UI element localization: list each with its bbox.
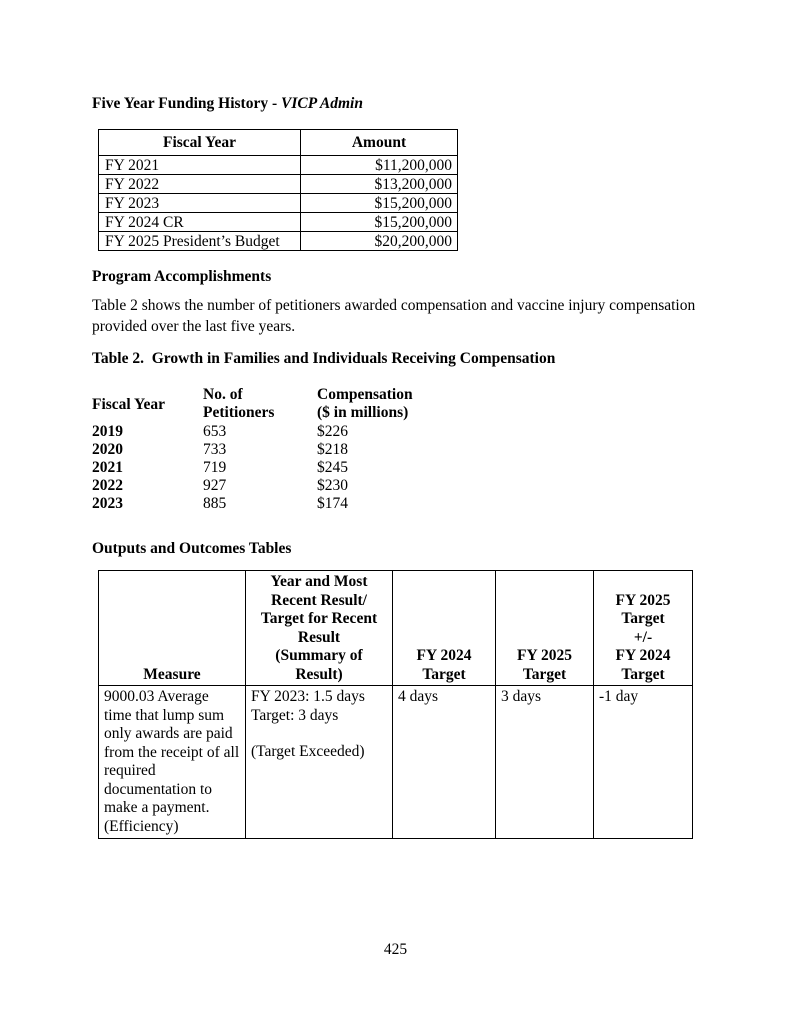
growth-year-cell: 2019 — [92, 423, 123, 440]
header-line: Target — [621, 610, 665, 627]
outcomes-col-header-fy2025-target — [496, 571, 594, 686]
fiscal-year-cell: FY 2024 CR — [99, 213, 301, 232]
measure-cell: 9000.03 Average time that lump sum only awards are paid from the receipt of all required documentation to make a payment. (Efficiency) — [99, 686, 246, 839]
funding-history-heading-italic: VICP Admin — [281, 95, 363, 112]
result-line: Target: 3 days — [251, 706, 339, 724]
amount-cell: $13,200,000 — [301, 175, 458, 194]
table-row — [99, 156, 458, 175]
target-diff-cell: -1 day — [594, 686, 693, 839]
header-line: FY 2024 — [615, 647, 671, 664]
table-row — [99, 175, 458, 194]
growth-compensation-cell: $245 — [317, 459, 348, 476]
header-line: Target for Recent — [260, 610, 378, 627]
table-row — [99, 213, 458, 232]
outcomes-data-row — [99, 686, 693, 839]
funding-history-heading-text: Five Year Funding History - — [92, 95, 282, 112]
growth-year-cell: 2021 — [92, 459, 123, 476]
growth-header-line: Petitioners — [203, 404, 275, 421]
growth-compensation-cell: $218 — [317, 441, 348, 458]
funding-history-heading — [92, 93, 363, 114]
amount-cell: $15,200,000 — [301, 213, 458, 232]
growth-petitioners-cell: 927 — [203, 477, 227, 494]
result-line: (Target Exceeded) — [251, 743, 365, 760]
outputs-outcomes-heading: Outputs and Outcomes Tables — [92, 540, 292, 557]
fiscal-year-cell: FY 2023 — [99, 194, 301, 213]
funding-table-header-row — [99, 130, 458, 156]
amount-cell: $11,200,000 — [301, 156, 458, 175]
outcomes-col-header-measure: Measure — [99, 571, 246, 686]
growth-year-cell: 2020 — [92, 441, 123, 458]
outcomes-col-header-recent-result — [246, 571, 393, 686]
program-accomplishments-heading: Program Accomplishments — [92, 268, 272, 285]
recent-result-cell — [246, 686, 393, 839]
table2-title: Table 2. Growth in Families and Individuals Receiving Compensation — [92, 350, 556, 367]
growth-col-header-petitioners — [203, 386, 317, 423]
funding-col-header-fiscal-year: Fiscal Year — [99, 130, 301, 156]
fiscal-year-cell: FY 2025 President’s Budget — [99, 232, 301, 251]
amount-cell: $15,200,000 — [301, 194, 458, 213]
outcomes-table — [98, 570, 693, 839]
fiscal-year-cell: FY 2021 — [99, 156, 301, 175]
result-line: FY 2023: 1.5 days — [251, 688, 365, 705]
growth-header-line: No. of — [203, 386, 243, 403]
funding-col-header-amount: Amount — [301, 130, 458, 156]
funding-history-table — [98, 129, 458, 251]
growth-year-cell: 2023 — [92, 495, 123, 512]
fy2024-target-cell: 4 days — [393, 686, 496, 839]
growth-compensation-cell: $230 — [317, 477, 348, 494]
growth-table — [92, 386, 487, 513]
growth-compensation-cell: $226 — [317, 423, 348, 440]
header-line: Result) — [295, 665, 343, 683]
header-line: Result — [297, 628, 341, 646]
amount-cell: $20,200,000 — [301, 232, 458, 251]
outcomes-header-row — [99, 571, 693, 686]
growth-petitioners-cell: 733 — [203, 441, 227, 458]
growth-year-cell: 2022 — [92, 477, 123, 494]
growth-compensation-cell: $174 — [317, 495, 348, 512]
growth-col-header-fiscal-year: Fiscal Year — [92, 395, 166, 413]
blank-line — [251, 725, 387, 743]
header-line: Target — [621, 665, 665, 683]
header-line: Recent Result/ — [271, 591, 367, 609]
header-line: FY 2025 — [517, 647, 572, 664]
table-row — [99, 232, 458, 251]
growth-petitioners-cell: 719 — [203, 459, 227, 476]
table-row — [99, 194, 458, 213]
header-line: FY 2025 — [615, 591, 671, 609]
growth-header-line: Compensation — [317, 386, 413, 403]
growth-petitioners-cell: 885 — [203, 495, 227, 512]
growth-petitioners-cell: 653 — [203, 423, 227, 440]
outcomes-col-header-target-diff — [594, 571, 693, 686]
page-number: 425 — [383, 941, 408, 958]
growth-header-line: ($ in millions) — [317, 404, 409, 421]
header-line: Year and Most — [270, 573, 368, 590]
growth-col-header-compensation — [317, 386, 487, 423]
header-line: FY 2024 — [416, 647, 472, 664]
header-line: (Summary of — [275, 647, 363, 664]
header-line: Target — [422, 665, 466, 683]
header-line: Target — [522, 665, 567, 683]
fiscal-year-cell: FY 2022 — [99, 175, 301, 194]
outcomes-col-header-fy2024-target — [393, 571, 496, 686]
fy2025-target-cell: 3 days — [496, 686, 594, 839]
intro-paragraph: Table 2 shows the number of petitioners awarded compensation and vaccine injury compensation provided over the last five years. — [92, 297, 696, 335]
header-line: +/- — [633, 628, 653, 646]
